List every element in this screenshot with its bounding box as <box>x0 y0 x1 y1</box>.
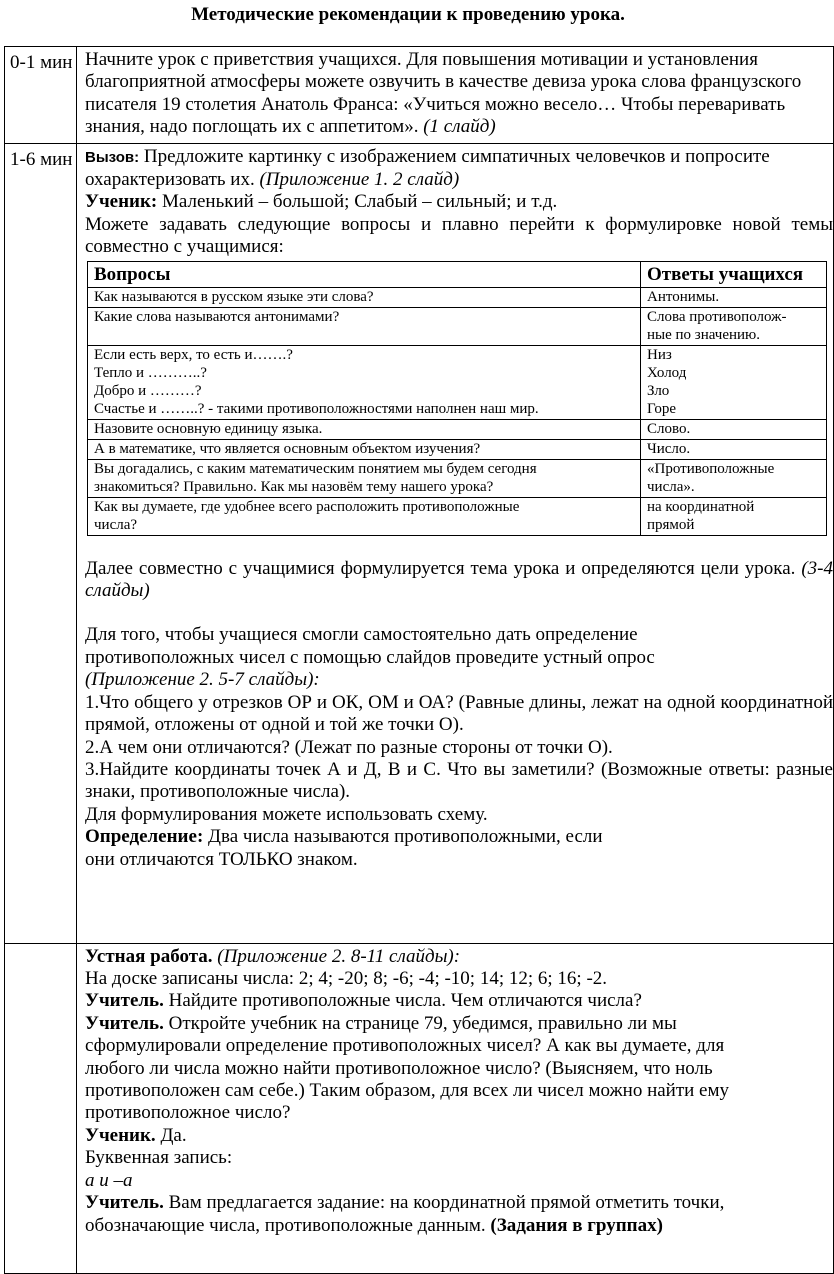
answer-cell <box>641 419 827 439</box>
call-label: Вызов: <box>85 148 140 166</box>
table-row <box>88 345 827 419</box>
question-line: Какие слова называются антонимами? <box>94 308 340 325</box>
answer-cell <box>641 287 827 307</box>
answer-cell <box>641 345 827 419</box>
oral-ref: (Приложение 2. 8-11 слайды): <box>212 945 461 967</box>
answer-line: Холод <box>647 364 687 381</box>
table-row <box>5 143 834 943</box>
table-row <box>88 459 827 497</box>
def-intro-line: Для того, чтобы учащиеся смогли самостоятельно дать определение <box>85 624 638 646</box>
table-row <box>88 307 827 345</box>
definition-text: Два числа называются противоположными, если <box>203 826 603 848</box>
definition-label: Определение: <box>85 826 204 848</box>
questions-intro: Можете задавать следующие вопросы и плавно перейти к формулировке новой темы совместно с учащимися: <box>85 213 833 258</box>
answer-cell <box>641 497 827 535</box>
table-row <box>88 497 827 535</box>
answer-cell <box>641 307 827 345</box>
teacher-text: сформулировали определение противоположных чисел? А как вы думаете, для <box>85 1035 725 1057</box>
column-header: Вопросы <box>88 261 641 287</box>
question-line: Добро и ………? <box>94 382 202 399</box>
board-text: На доске записаны числа: 2; 4; -20; 8; -6; -4; -10; 14; 12; 6; 16; -2. <box>85 968 608 990</box>
page-title: Методические рекомендации к проведению урока. <box>191 4 625 25</box>
question-line: числа? <box>94 516 138 533</box>
teacher-text: Откройте учебник на странице 79, убедимся, правильно ли мы <box>163 1012 677 1034</box>
time-label: 1-6 мин <box>10 148 73 170</box>
answer-line: Зло <box>647 382 670 399</box>
time-cell <box>5 47 77 144</box>
slide-ref: (1 слайд) <box>423 116 496 138</box>
content-cell <box>77 943 834 1273</box>
student-label: Ученик. <box>85 1124 156 1146</box>
question-cell <box>88 439 641 459</box>
answer-line: Число. <box>647 440 691 457</box>
teacher-label: Учитель. <box>85 990 164 1012</box>
answer-line: на координатной <box>647 498 755 515</box>
table-row <box>88 261 827 287</box>
definition-text: они отличаются ТОЛЬКО знаком. <box>85 848 358 870</box>
teacher-text: противоположное число? <box>85 1102 291 1124</box>
table-row <box>5 943 834 1273</box>
question-line: знакомиться? Правильно. Как мы назовём тему нашего урока? <box>94 478 494 495</box>
teacher-text: обозначающие числа, противоположные данным. <box>85 1214 491 1236</box>
def-ref: (Приложение 2. 5-7 слайды): <box>85 669 320 691</box>
question-1: 1.Что общего у отрезков ОР и ОК, ОМ и ОА? (Равные длины, лежат на одной координатной прямой, отложены от одной и той же точки О). <box>85 691 833 736</box>
student-label: Ученик: <box>85 191 158 213</box>
student-text: Маленький – большой; Слабый – сильный; и т.д. <box>157 191 558 213</box>
table-row <box>88 439 827 459</box>
content-cell <box>77 143 834 943</box>
question-cell <box>88 345 641 419</box>
teacher-label: Учитель. <box>85 1192 164 1214</box>
question-line: Назовите основную единицу языка. <box>94 420 323 437</box>
time-cell <box>5 143 77 943</box>
scheme-text: Для формулирования можете использовать схему. <box>85 803 488 825</box>
letter-label: Буквенная запись: <box>85 1147 233 1169</box>
answer-line: ные по значению. <box>647 326 761 343</box>
question-cell <box>88 307 641 345</box>
call-text: Предложите картинку с изображением симпатичных человечков и попросите охарактеризовать их. <box>85 145 770 191</box>
question-line: Тепло и ………..? <box>94 364 207 381</box>
teacher-text: любого ли числа можно найти противоположное число? (Выясняем, что ноль <box>85 1057 713 1079</box>
group-task: (Задания в группах) <box>490 1214 663 1236</box>
question-line: Если есть верх, то есть и…….? <box>94 346 293 363</box>
answer-line: числа». <box>647 478 695 495</box>
def-intro-line: противоположных чисел с помощью слайдов проведите устный опрос <box>85 646 655 668</box>
answer-line: Низ <box>647 346 672 363</box>
question-3: 3.Найдите координаты точек А и Д, В и С. Что вы заметили? (Возможные ответы: разные знаки, противоположные числа). <box>85 758 833 803</box>
student-text: Да. <box>155 1124 187 1146</box>
answer-line: Горе <box>647 400 677 417</box>
questions-table <box>87 261 827 536</box>
question-cell <box>88 497 641 535</box>
question-line: Как вы думаете, где удобнее всего расположить противоположные <box>94 498 520 515</box>
letter-expr: а и –а <box>85 1169 133 1191</box>
answer-line: «Противоположные <box>647 460 775 477</box>
question-cell <box>88 419 641 439</box>
answer-line: Антонимы. <box>647 288 720 305</box>
teacher-text: противоположен сам себе.) Таким образом, для всех ли чисел можно найти ему <box>85 1080 730 1102</box>
time-cell <box>5 943 77 1273</box>
question-2: 2.А чем они отличаются? (Лежат по разные стороны от точки О). <box>85 736 613 758</box>
content-cell <box>77 47 834 144</box>
answer-line: прямой <box>647 516 695 533</box>
oral-label: Устная работа. <box>85 945 213 967</box>
answer-line: Слово. <box>647 420 691 437</box>
lesson-plan-table <box>4 46 834 1274</box>
question-line: Как называются в русском языке эти слова? <box>94 288 374 305</box>
intro-text: Начните урок с приветствия учащихся. Для повышения мотивации и установления благоприятной атмосферы можете озвучить в качестве девиза урока слова французского писателя 19 столетия Анатоль Франса: «Учиться можно весело… Чтобы переваривать знания, надо поглощать их с аппетитом». <box>85 49 802 138</box>
question-cell <box>88 287 641 307</box>
table-row <box>88 419 827 439</box>
question-cell <box>88 459 641 497</box>
table-row <box>88 287 827 307</box>
theme-ref: (3-4 слайды) <box>85 557 833 602</box>
theme-text: Далее совместно с учащимися формулируется тема урока и определяются цели урока. <box>85 557 802 579</box>
answer-cell <box>641 439 827 459</box>
answer-cell <box>641 459 827 497</box>
teacher-text: Найдите противоположные числа. Чем отличаются числа? <box>163 990 642 1012</box>
question-line: Счастье и ……..? - такими противоположностями наполнен наш мир. <box>94 400 539 417</box>
table-row <box>5 47 834 144</box>
teacher-label: Учитель. <box>85 1012 164 1034</box>
column-header: Ответы учащихся <box>641 261 827 287</box>
teacher-text: Вам предлагается задание: на координатной прямой отметить точки, <box>163 1192 725 1214</box>
answer-line: Слова противополож- <box>647 308 787 325</box>
time-label: 0-1 мин <box>10 52 73 73</box>
question-line: А в математике, что является основным объектом изучения? <box>94 440 481 457</box>
question-line: Вы догадались, с каким математическим понятием мы будем сегодня <box>94 460 537 477</box>
call-ref: (Приложение 1. 2 слайд) <box>259 169 460 191</box>
